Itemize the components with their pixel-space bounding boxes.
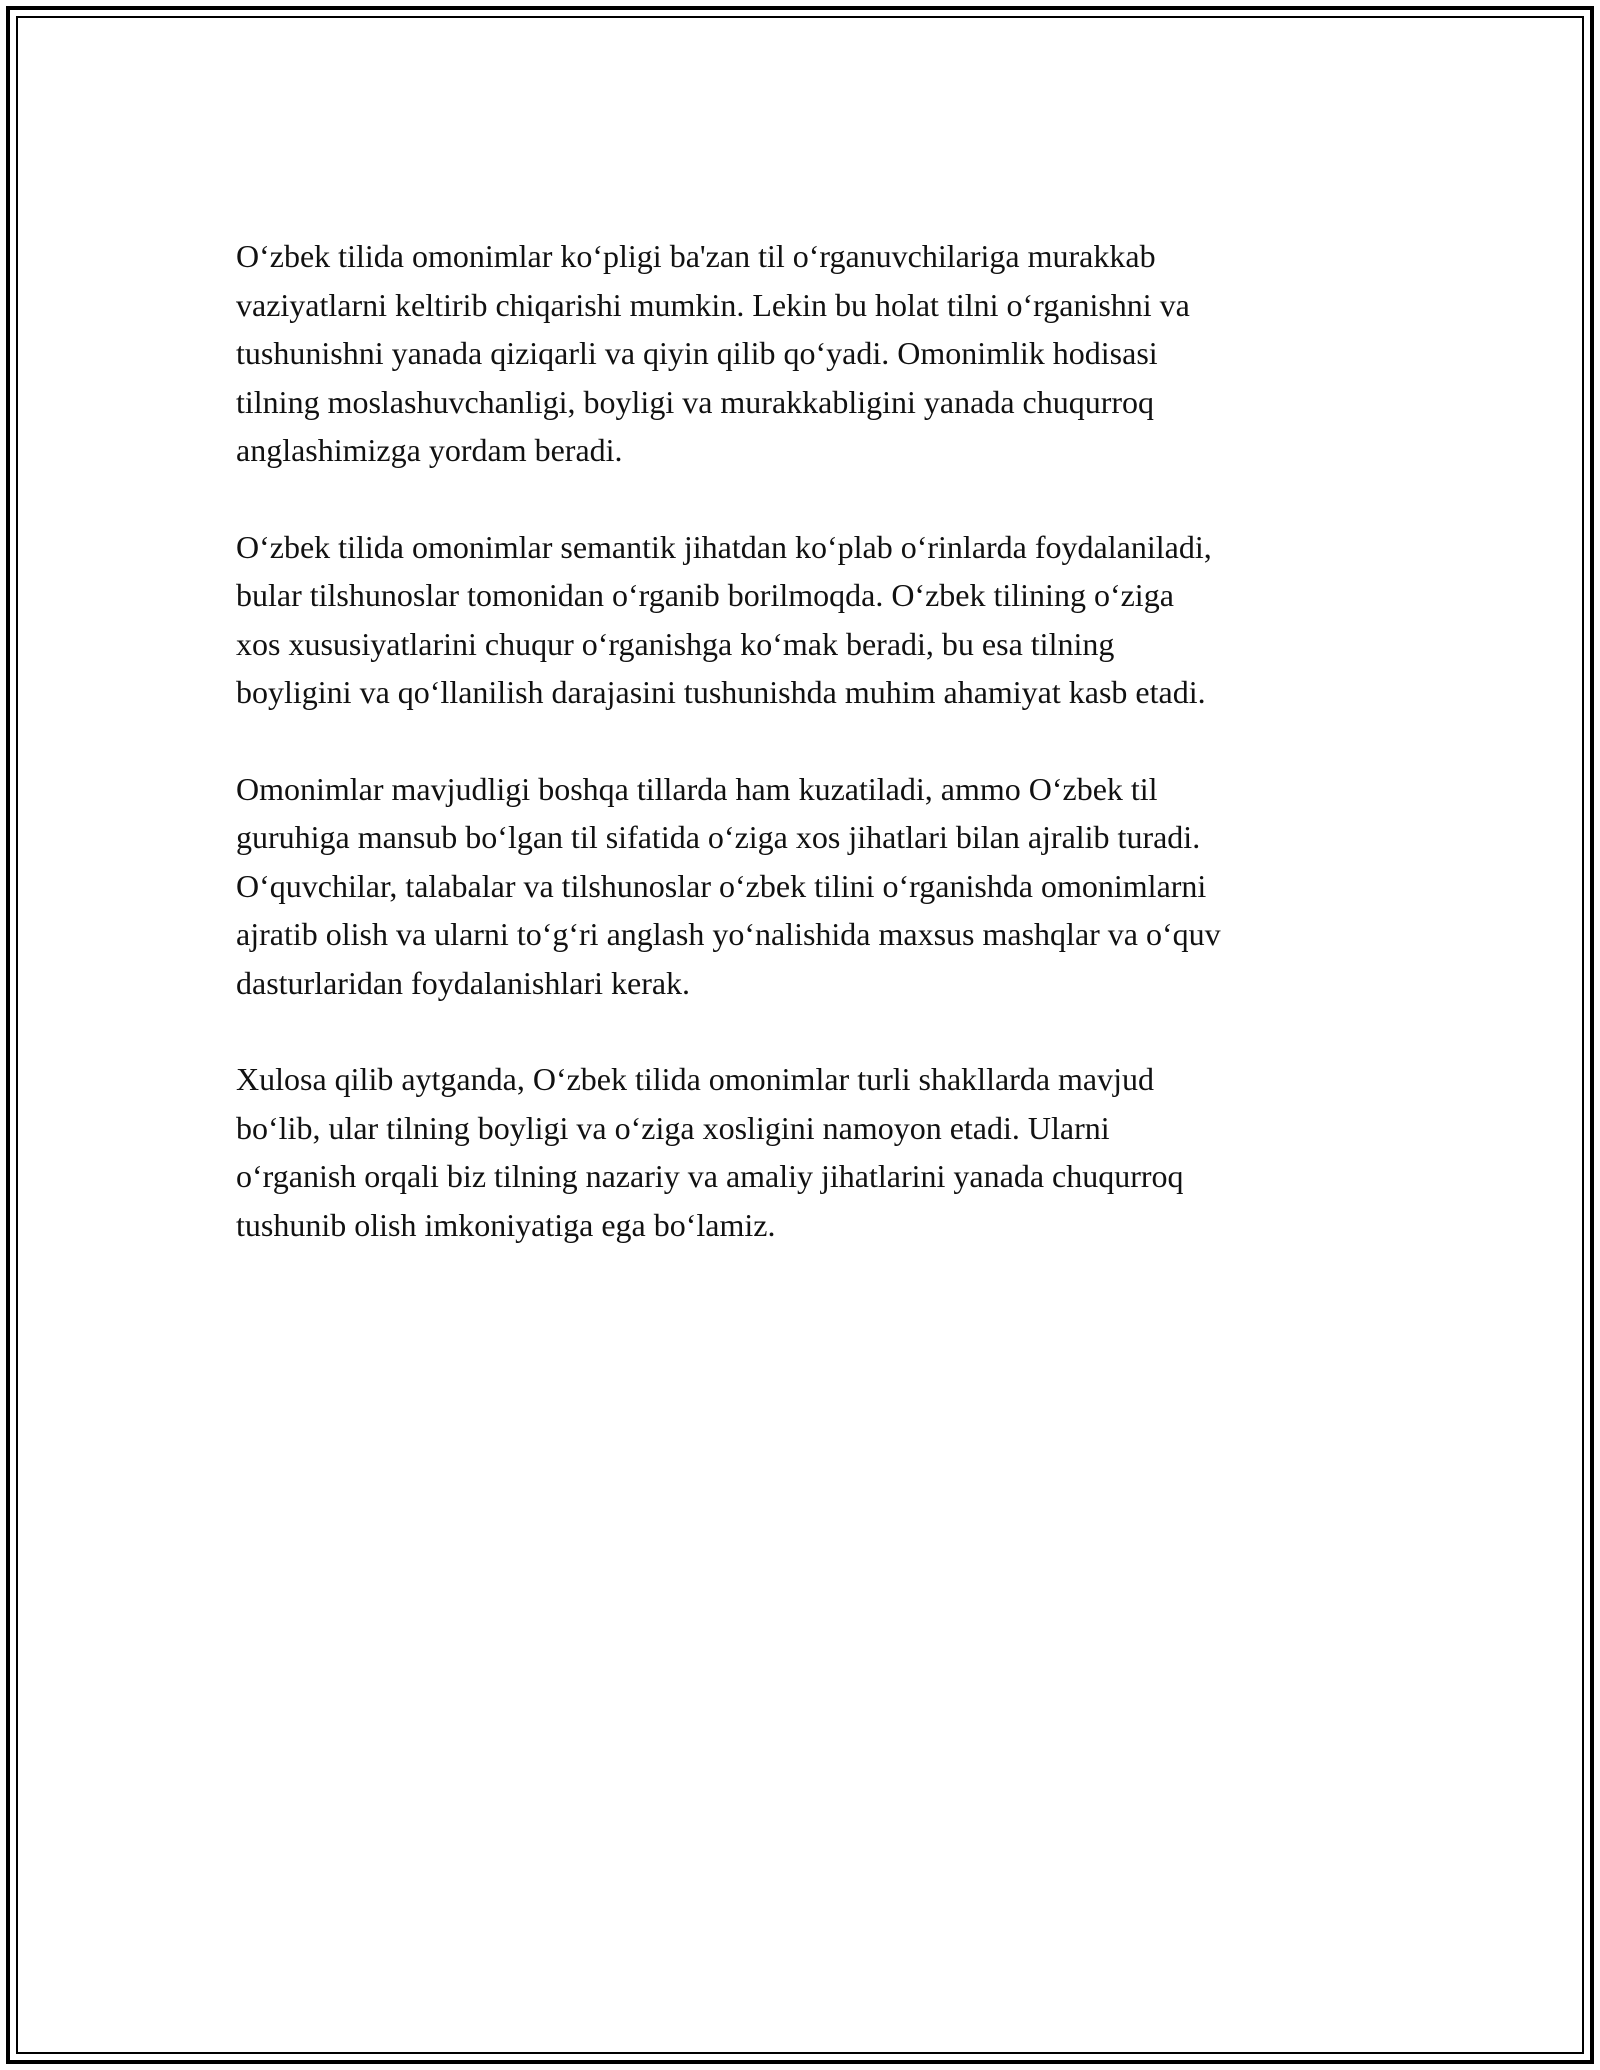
document-body	[236, 232, 1386, 1297]
paragraph-4: Xulosa qilib aytganda, O‘zbek tilida omonimlar turli shakllarda mavjud bo‘lib, ular tilning boyligi va o‘ziga xosligini namoyon etadi. Ularni o‘rganish orqali biz tilning nazariy va amaliy jihatlarini yanada chuqurroq tushunib olish imkoniyatiga ega bo‘lamiz.	[236, 1061, 1184, 1243]
paragraph-3: Omonimlar mavjudligi boshqa tillarda ham kuzatiladi, ammo O‘zbek til guruhiga mansub bo‘lgan til sifatida o‘ziga xos jihatlari bilan ajralib turadi. O‘quvchilar, talabalar va tilshunoslar o‘zbek tilini o‘rganishda omonimlarni ajratib olish va ularni to‘g‘ri anglash yo‘nalishida maxsus mashqlar va o‘quv dasturlaridan foydalanishlari kerak.	[236, 770, 1221, 1001]
paragraph-1: O‘zbek tilida omonimlar ko‘pligi ba'zan til o‘rganuvchilariga murakkab vaziyatlarni keltirib chiqarishi mumkin. Lekin bu holat tilni o‘rganishni va tushunishni yanada qiziqarli va qiyin qilib qo‘yadi. Omonimlik hodisasi tilning moslashuvchanligi, boyligi va murakkabligini yanada chuqurroq anglashimizga yordam beradi.	[236, 238, 1190, 468]
paragraph-2: O‘zbek tilida omonimlar semantik jihatdan ko‘plab o‘rinlarda foydalaniladi, bular tilshunoslar tomonidan o‘rganib borilmoqda. O‘zbek tilining o‘ziga xos xususiyatlarini chuqur o‘rganishga ko‘mak beradi, bu esa tilning boyligini va qo‘llanilish darajasini tushunishda muhim ahamiyat kasb etadi.	[236, 528, 1212, 710]
